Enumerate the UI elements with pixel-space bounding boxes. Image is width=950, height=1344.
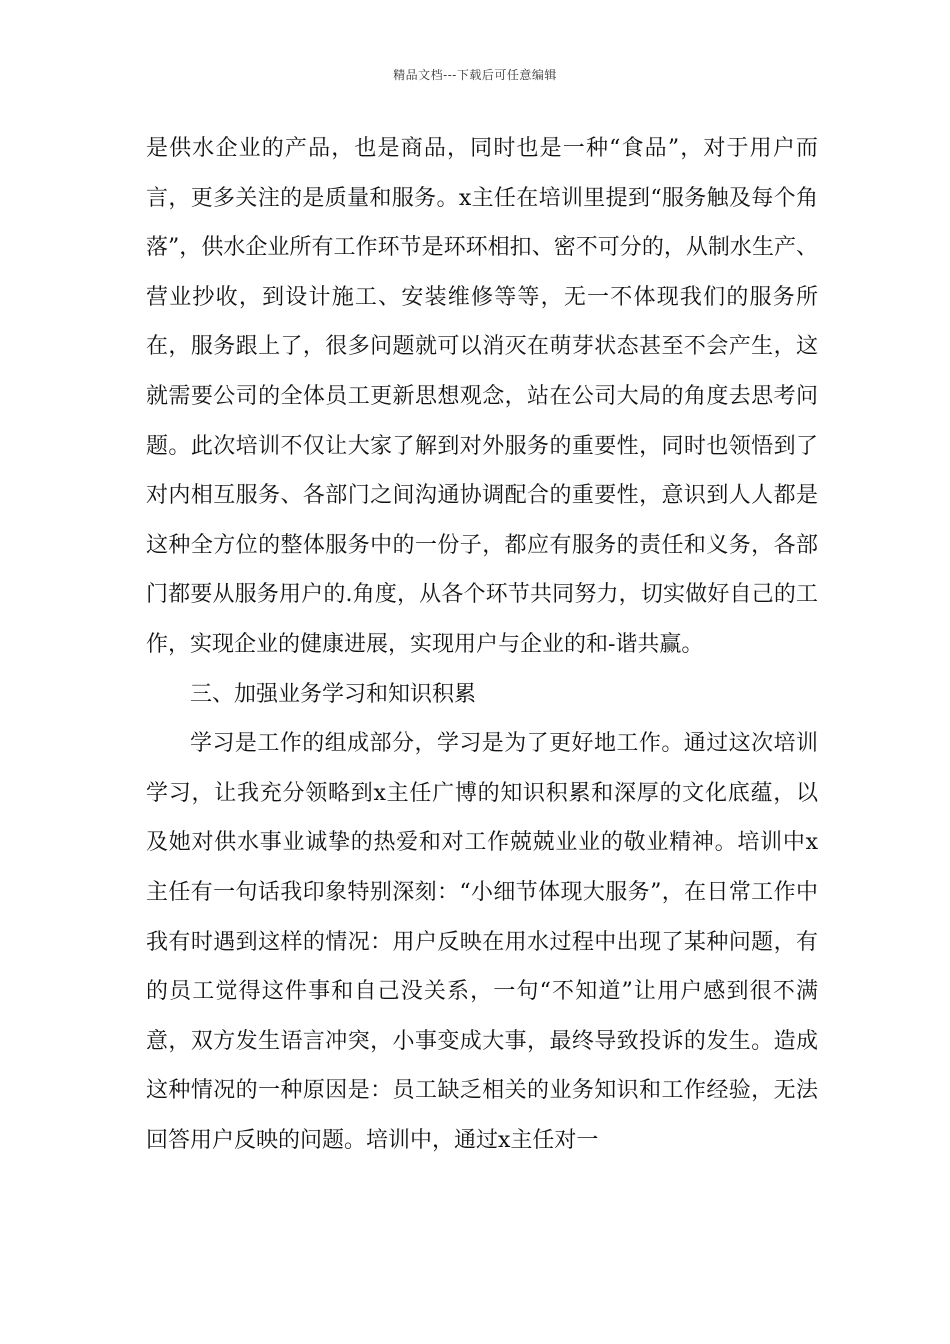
body-paragraph: 学习是工作的组成部分，学习是为了更好地工作。通过这次培训学习，让我充分领略到x主任广博的知识积累和深厚的文化底蕴，以及她对供水事业诚挚的热爱和对工作兢兢业业的敬业精神。培训中x主任有一句话我印象特别深刻：“小细节体现大服务”，在日常工作中我有时遇到这样的情况：用户反映在用水过程中出现了某种问题，有的员工觉得这件事和自己没关系，一句“不知道”让用户感到很不满意，双方发生语言冲突，小事变成大事，最终导致投诉的发生。造成这种情况的一种原因是：员工缺乏相关的业务知识和工作经验，无法回答用户反映的问题。培训中，通过x主任对一: [146, 731, 818, 1153]
document-body: [146, 124, 818, 1165]
body-paragraph: 是供水企业的产品，也是商品，同时也是一种“食品”，对于用户而言，更多关注的是质量和服务。x主任在培训里提到“服务触及每个角落”，供水企业所有工作环节是环环相扣、密不可分的，从制水生产、营业抄收，到设计施工、安装维修等等，无一不体现我们的服务所在，服务跟上了，很多问题就可以消灭在萌芽状态甚至不会产生，这就需要公司的全体员工更新思想观念，站在公司大局的角度去思考问题。此次培训不仅让大家了解到对外服务的重要性，同时也领悟到了对内相互服务、各部门之间沟通协调配合的重要性，意识到人人都是这种全方位的整体服务中的一份子，都应有服务的责任和义务，各部门都要从服务用户的.角度，从各个环节共同努力，切实做好自己的工作，实现企业的健康进展，实现用户与企业的和-谐共赢。: [146, 136, 818, 657]
section-heading: 三、加强业务学习和知识积累: [190, 681, 477, 707]
page-header: 精品文档---下载后可任意编辑: [393, 68, 557, 82]
